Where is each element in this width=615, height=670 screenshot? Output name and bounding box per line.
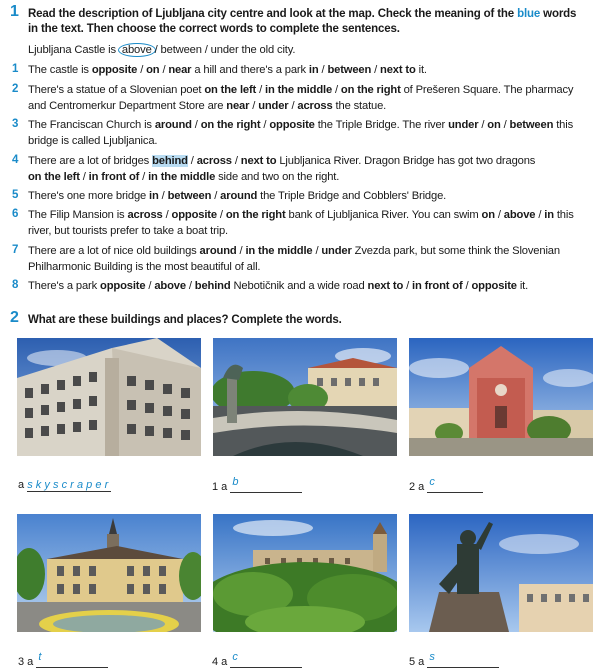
- answer-first-letter: b: [232, 476, 239, 488]
- answer-first-letter: t: [38, 651, 42, 663]
- example-circled-answer: above: [118, 43, 156, 57]
- item-text-line: There are a lot of nice old buildings around / in the middle / under Zvezda park, but some think the Slovenian: [28, 245, 560, 257]
- item-number: 7: [12, 244, 19, 256]
- item-number: 4: [12, 154, 19, 166]
- caption-answer: [212, 476, 302, 493]
- answer-first-letter: c: [232, 651, 238, 663]
- photo-town-hall: [17, 514, 201, 632]
- item-text-line: Philharmonic Building is the most beautiful of all.: [28, 261, 261, 273]
- item-text-line: There's a statue of a Slovenian poet on the left / in the middle / on the right of Prešeren Square. The pharmacy: [28, 84, 574, 96]
- caption-label: 4 a: [212, 656, 231, 668]
- item-number: 8: [12, 279, 19, 291]
- item-number: 5: [12, 189, 19, 201]
- photo-church: [409, 338, 593, 456]
- caption-label: 5 a: [409, 656, 428, 668]
- exercise-1-number: 1: [10, 3, 19, 20]
- instruction-blue-word: blue: [517, 8, 541, 20]
- item-text-line: There are a lot of bridges behind / across / next to Ljubljanica River. Dragon Bridge has got two dragons: [28, 155, 536, 167]
- caption-answer: [18, 479, 111, 491]
- item-text-line: on the left / in front of / in the middle side and two on the right.: [28, 171, 340, 183]
- caption-label: 1 a: [212, 481, 231, 493]
- item-text-line: bridge is called Ljubljanica.: [28, 135, 158, 147]
- caption-label: 2 a: [409, 481, 428, 493]
- item-text-line: and Centromerkur Department Store are near / under / across the statue.: [28, 100, 387, 112]
- answer-blank[interactable]: [427, 651, 499, 668]
- answer-blank[interactable]: [36, 651, 108, 668]
- answer-first-letter: s: [429, 651, 435, 663]
- instruction-text: Read the description of Ljubljana city centre and look at the map. Check the meaning of the: [28, 8, 518, 20]
- item-number: 1: [12, 63, 19, 75]
- caption-answer: [409, 476, 483, 493]
- caption-label: a: [18, 479, 28, 491]
- instruction-text-end: words: [540, 8, 577, 20]
- answer-blank[interactable]: [230, 476, 302, 493]
- item-number: 3: [12, 118, 19, 130]
- answer-first-letter: c: [429, 476, 435, 488]
- exercise-2-number: 2: [10, 309, 19, 326]
- answer-blank[interactable]: [230, 651, 302, 668]
- item-text-line: The castle is opposite / on / near a hill and there's a park in / between / next to it.: [28, 64, 427, 76]
- item-number: 2: [12, 83, 19, 95]
- photo-bridge: [213, 338, 397, 456]
- caption-answer: [212, 651, 302, 668]
- photo-castle: [213, 514, 397, 632]
- example-pre: Ljubljana Castle is: [28, 44, 119, 56]
- photo-statue: [409, 514, 593, 632]
- exercise-1-instruction-line2: in the text. Then choose the correct words to complete the sentences.: [28, 23, 400, 35]
- item-text-line: There's a park opposite / above / behind Nebotičnik and a wide road next to / in front of / opposite it.: [28, 280, 529, 292]
- example-sentence: [28, 43, 295, 59]
- item-text-line: The Filip Mansion is across / opposite / on the right bank of Ljubljanica River. You can swim on / above / in this: [28, 209, 574, 221]
- photo-skyscraper: [17, 338, 201, 456]
- exercise-2-instruction: What are these buildings and places? Complete the words.: [28, 314, 342, 326]
- caption-label: 3 a: [18, 656, 37, 668]
- caption-answer: [18, 651, 108, 668]
- caption-answer: [409, 651, 499, 668]
- answer-blank[interactable]: [427, 476, 483, 493]
- exercise-1-instruction: [28, 7, 576, 23]
- item-number: 6: [12, 208, 19, 220]
- item-text-line: The Franciscan Church is around / on the right / opposite the Triple Bridge. The river under / on / between this: [28, 119, 574, 131]
- example-answer-word: skyscraper: [27, 479, 112, 491]
- example-post: / between / under the old city.: [154, 44, 296, 56]
- item-text-line: There's one more bridge in / between / around the Triple Bridge and Cobblers' Bridge.: [28, 190, 447, 202]
- item-text-line: river, but tourists prefer to take a boat trip.: [28, 225, 229, 237]
